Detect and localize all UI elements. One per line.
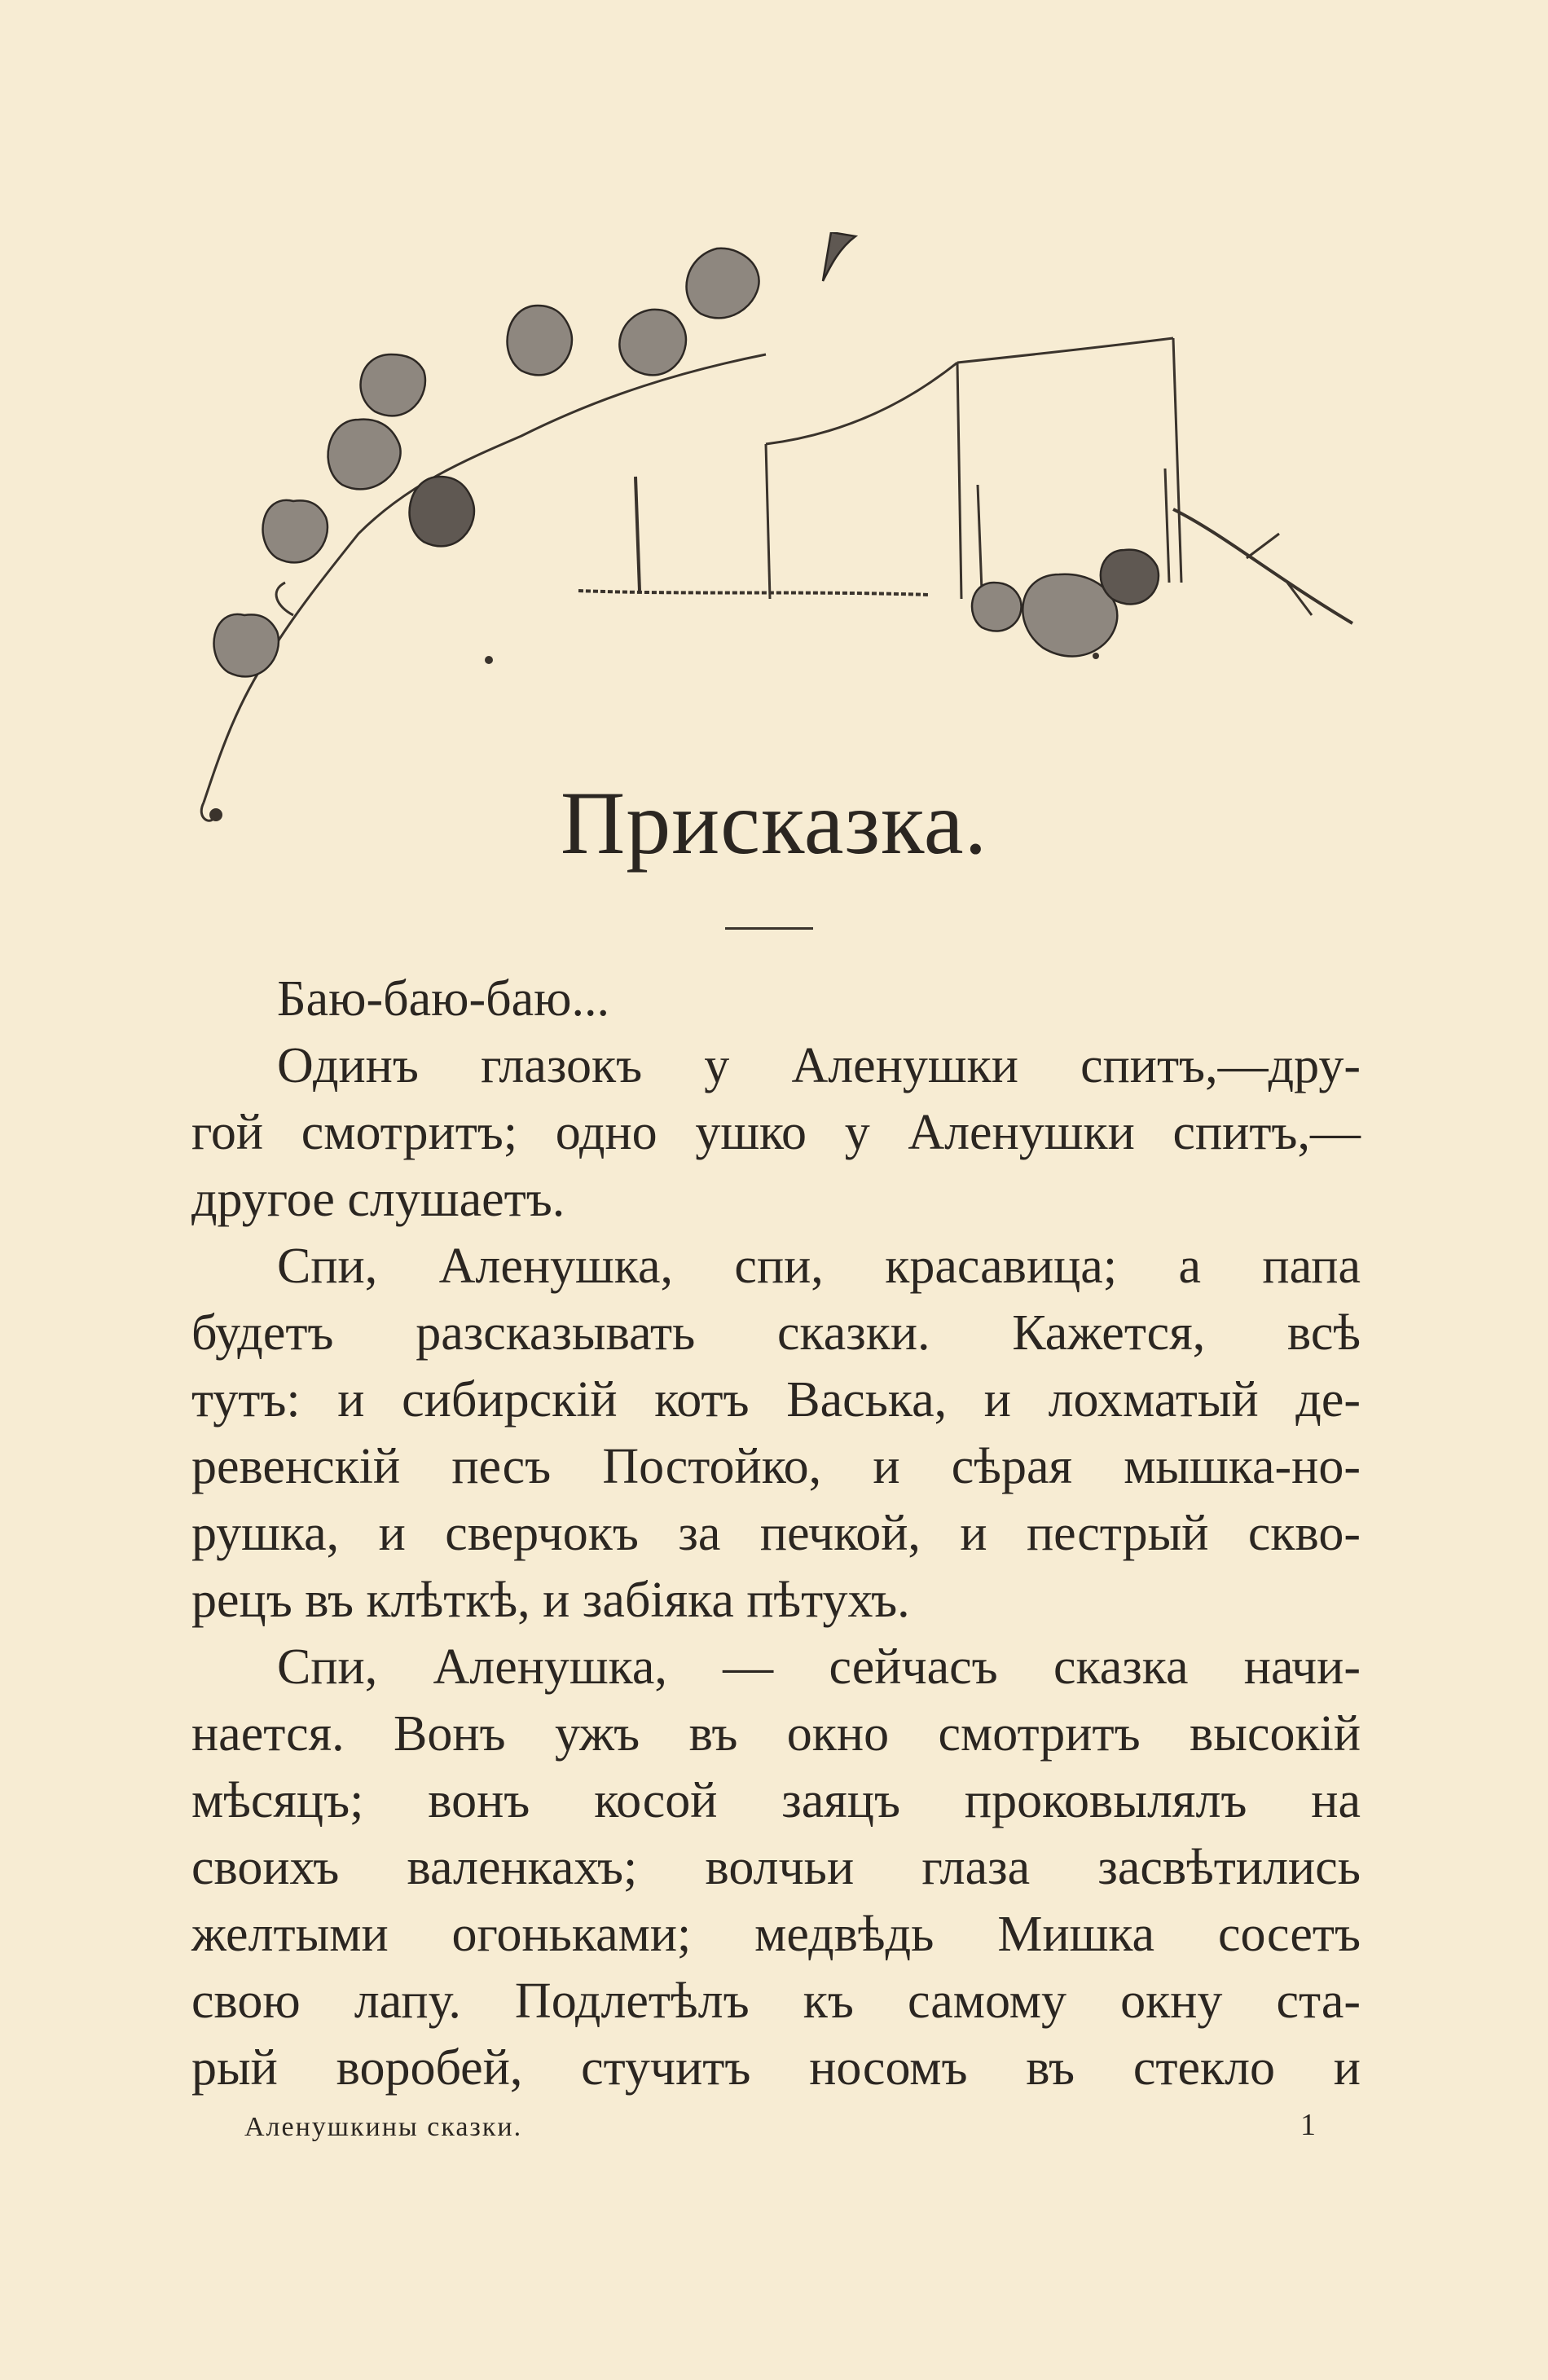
text-line: Одинъ глазокъ у Аленушки спитъ,—дру- [277, 1038, 1361, 1093]
text-line: гой смотритъ; одно ушко у Аленушки спитъ,— [191, 1105, 1361, 1160]
running-footer-title: Аленушкины сказки. [244, 2112, 523, 2142]
text-line: своихъ валенкахъ; волчьи глаза засвѣтились [191, 1840, 1361, 1895]
ivy-fence-illustration [196, 232, 1377, 851]
body-text [191, 966, 1361, 2101]
text-line: рушка, и сверчокъ за печкой, и пестрый скво- [191, 1506, 1361, 1561]
text-line: тутъ: и сибирскій котъ Васька, и лохматый де- [191, 1372, 1361, 1428]
text-line: свою лапу. Подлетѣлъ къ самому окну ста- [191, 1973, 1361, 2029]
text-line: Спи, Аленушка, — сейчасъ сказка начи- [277, 1639, 1361, 1695]
text-line: мѣсяцъ; вонъ косой заяцъ проковылялъ на [191, 1773, 1361, 1828]
text-line: нается. Вонъ ужъ въ окно смотритъ высокій [191, 1706, 1361, 1762]
text-line: другое слушаетъ. [191, 1172, 565, 1227]
text-line: рый воробей, стучитъ носомъ въ стекло и [191, 2040, 1361, 2096]
chapter-title: Присказка. [560, 773, 988, 873]
text-line: будетъ разсказывать сказки. Кажется, всѣ [191, 1305, 1361, 1361]
title-divider [725, 927, 813, 930]
text-line: рецъ въ клѣткѣ, и забіяка пѣтухъ. [191, 1573, 910, 1628]
text-line: Баю-баю-баю... [277, 971, 609, 1027]
text-line: Спи, Аленушка, спи, красавица; а папа [277, 1238, 1361, 1294]
text-line: желтыми огоньками; медвѣдь Мишка сосетъ [191, 1907, 1361, 1962]
text-line: ревенскій песъ Постойко, и сѣрая мышка-но- [191, 1439, 1361, 1494]
signature-mark: 1 [1300, 2108, 1316, 2142]
